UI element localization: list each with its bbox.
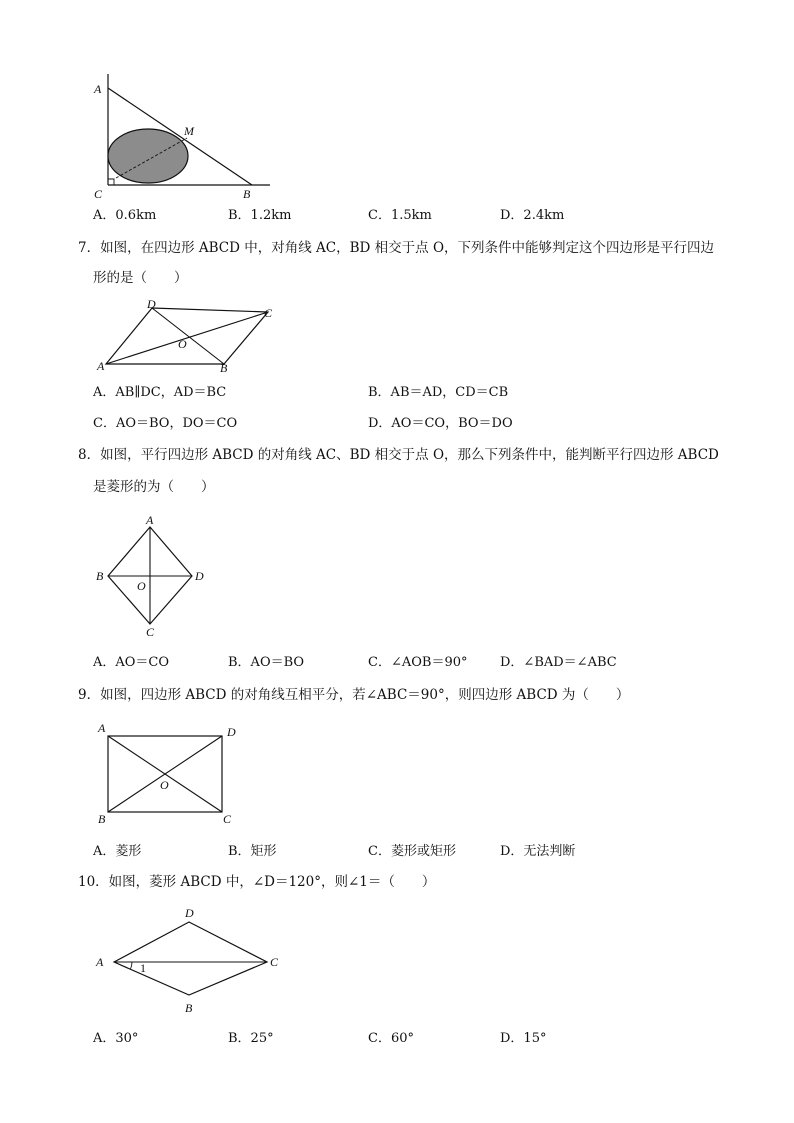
q9-label-o: O <box>160 778 169 792</box>
q10-figure <box>92 904 292 1016</box>
q10-option-d[interactable]: D．15° <box>500 1031 547 1046</box>
q9-label-a: A <box>98 721 106 735</box>
q7-option-b[interactable]: B．AB＝AD，CD＝CB <box>368 385 509 400</box>
q10-label-a: A <box>96 955 104 969</box>
q7-label-a: A <box>97 359 105 373</box>
q6-label-m: M <box>184 124 194 138</box>
q10-option-a[interactable]: A．30° <box>93 1031 139 1046</box>
q6-option-c[interactable]: C．1.5km <box>368 208 432 223</box>
q6-option-a[interactable]: A．0.6km <box>93 208 157 223</box>
q6-option-b[interactable]: B．1.2km <box>228 208 292 223</box>
q8-option-b[interactable]: B．AO＝BO <box>228 655 305 670</box>
q8-question-line1: 8．如图，平行四边形 ABCD 的对角线 AC、BD 相交于点 O，那么下列条件中，能判断平行四边形 ABCD <box>78 447 719 463</box>
q10-option-b[interactable]: B．25° <box>228 1031 274 1046</box>
q8-label-a: A <box>146 513 154 527</box>
q7-option-d[interactable]: D．AO＝CO，BO＝DO <box>368 416 513 431</box>
q10-label-d: D <box>185 906 194 920</box>
q6-figure <box>88 74 288 202</box>
q10-label-c: C <box>270 955 279 969</box>
q6-label-b: B <box>243 187 251 201</box>
q8-figure <box>94 510 214 642</box>
q9-label-d: D <box>227 725 236 739</box>
q7-label-b: B <box>220 361 228 375</box>
q8-option-d[interactable]: D．∠BAD＝∠ABC <box>500 655 617 670</box>
q9-question-line1: 9．如图，四边形 ABCD 的对角线互相平分，若∠ABC＝90°，则四边形 ABCD 为（ ） <box>78 687 630 703</box>
q6-label-c: C <box>94 187 103 201</box>
q8-option-a[interactable]: A．AO＝CO <box>93 655 170 670</box>
q8-label-c: C <box>146 625 155 639</box>
q7-label-o: O <box>178 337 187 351</box>
q9-figure <box>94 718 254 830</box>
q9-label-c: C <box>223 812 232 826</box>
q10-option-c[interactable]: C．60° <box>368 1031 414 1046</box>
q6-label-a: A <box>94 82 102 96</box>
q10-question-line1: 10．如图，菱形 ABCD 中，∠D＝120°，则∠1＝（ ） <box>78 874 436 890</box>
q8-label-b: B <box>96 569 104 583</box>
q7-label-d: D <box>147 298 156 311</box>
q8-label-o: O <box>137 579 146 593</box>
q7-figure <box>92 298 287 376</box>
q6-option-d[interactable]: D．2.4km <box>500 208 565 223</box>
q7-label-c: C <box>264 306 273 320</box>
q7-question-line1: 7．如图，在四边形 ABCD 中，对角线 AC，BD 相交于点 O，下列条件中能够判定这个四边形是平行四边 <box>78 240 715 256</box>
q9-option-a[interactable]: A．菱形 <box>93 844 142 859</box>
q9-label-b: B <box>98 812 106 826</box>
q8-label-d: D <box>195 569 204 583</box>
q10-label-b: B <box>185 1001 193 1015</box>
q7-option-c[interactable]: C．AO＝BO，DO＝CO <box>93 416 238 431</box>
q7-option-a[interactable]: A．AB∥DC，AD＝BC <box>93 385 227 400</box>
q8-question-line2: 是菱形的为（ ） <box>93 479 215 495</box>
q7-question-line2: 形的是（ ） <box>93 270 188 286</box>
q10-angle-1-label: 1 <box>140 961 146 975</box>
q9-option-c[interactable]: C．菱形或矩形 <box>368 844 456 859</box>
q8-option-c[interactable]: C．∠AOB＝90° <box>368 655 468 670</box>
q9-option-b[interactable]: B．矩形 <box>228 844 277 859</box>
q9-option-d[interactable]: D．无法判断 <box>500 844 576 859</box>
